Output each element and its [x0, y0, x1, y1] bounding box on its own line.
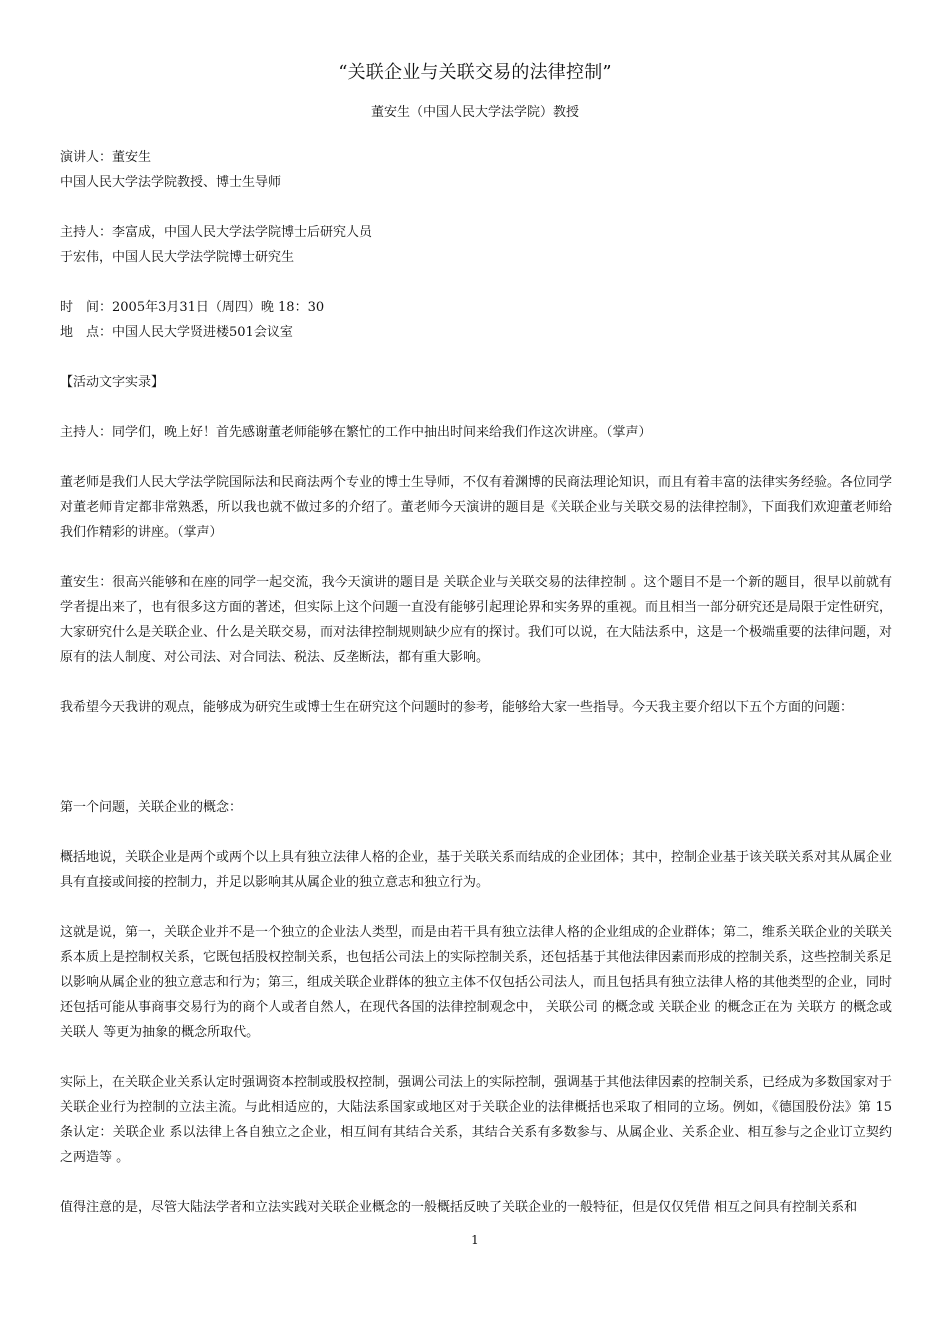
document-subtitle: 董安生（中国人民大学法学院）教授 — [370, 105, 579, 120]
speaker-title: 中国人民大学法学院教授、博士生导师 — [60, 175, 282, 190]
paragraph: 董安生：很高兴能够和在座的同学一起交流，我今天演讲的题目是 关联企业与关联交易的法律控制 。这个题目不是一个新的题目，很早以前就有学者提出来了，也有很多这方面的著述，但实际上这个问题一直没有能够引起理论界和实务界的重视。而且相当一部分研究还是局限于定性研究，大家研究什么是关联企业、什么是关联交易，而对法律控制规则缺少应有的探讨。我们可以说，在大陆法系中，这是一个极端重要的法律问题，对原有的法人制度、对公司法、对合同法、税法、反垄断法，都有重大影响。 — [60, 575, 893, 665]
paragraph: 我希望今天我讲的观点，能够成为研究生或博士生在研究这个问题时的参考，能够给大家一些指导。今天我主要介绍以下五个方面的问题： — [60, 700, 854, 715]
host-line: 主持人：李富成，中国人民大学法学院博士后研究人员 — [60, 225, 373, 240]
time-line: 时 间：2005年3月31日（周四）晚 18：30 — [60, 300, 325, 315]
host-line-2: 于宏伟，中国人民大学法学院博士研究生 — [60, 250, 295, 265]
document-title: “关联企业与关联交易的法律控制” — [338, 62, 612, 83]
paragraph: 董老师是我们人民大学法学院国际法和民商法两个专业的博士生导师，不仅有着渊博的民商法理论知识，而且有着丰富的法律实务经验。各位同学对董老师肯定都非常熟悉，所以我也就不做过多的介绍了。董老师今天演讲的题目是《关联企业与关联交易的法律控制》，下面我们欢迎董老师给我们作精彩的讲座。（掌声） — [60, 475, 893, 540]
page-number: 1 — [471, 1233, 479, 1247]
paragraph: 值得注意的是，尽管大陆法学者和立法实践对关联企业概念的一般概括反映了关联企业的一般特征，但是仅仅凭借 相互之间具有控制关系和 — [60, 1200, 858, 1215]
place-line: 地 点：中国人民大学贤进楼501会议室 — [60, 325, 293, 340]
paragraph: 这就是说，第一，关联企业并不是一个独立的企业法人类型，而是由若干具有独立法律人格的企业组成的企业群体；第二，维系关联企业的关联关系本质上是控制权关系，它既包括股权控制关系，也包括公司法上的实际控制关系，还包括基于其他法律因素而形成的控制关系，这些控制关系足以影响从属企业的独立意志和行为；第三，组成关联企业群体的独立主体不仅包括公司法人，而且包括具有独立法律人格的其他类型的企业，同时还包括可能从事商事交易行为的商个人或者自然人，在现代各国的法律控制观念中， 关联公司 的概念或 关联企业 的概念正在为 关联方 的概念或 关联人 等更为抽象的概念所取代。 — [60, 925, 893, 1040]
paragraph: 概括地说，关联企业是两个或两个以上具有独立法律人格的企业，基于关联关系而结成的企业团体；其中，控制企业基于该关联关系对其从属企业具有直接或间接的控制力，并足以影响其从属企业的独立意志和独立行为。 — [60, 850, 893, 890]
paragraph: 主持人：同学们，晚上好！首先感谢董老师能够在繁忙的工作中抽出时间来给我们作这次讲座。（掌声） — [60, 425, 652, 440]
paragraph: 实际上，在关联企业关系认定时强调资本控制或股权控制，强调公司法上的实际控制，强调基于其他法律因素的控制关系，已经成为多数国家对于关联企业行为控制的立法主流。与此相适应的，大陆法系国家或地区对于关联企业的法律概括也采取了相同的立场。例如，《德国股份法》第 15 条认定：关联企业 系以法律上各自独立之企业，相互间有其结合关系，其结合关系有多数参与、从属企业、关系企业、相互参与之企业订立契约之两造等 。 — [60, 1075, 893, 1165]
speaker-line: 演讲人：董安生 — [60, 150, 152, 165]
section-heading: 【活动文字实录】 — [60, 375, 165, 390]
paragraph: 第一个问题，关联企业的概念： — [60, 800, 243, 815]
document-body — [60, 145, 892, 1220]
